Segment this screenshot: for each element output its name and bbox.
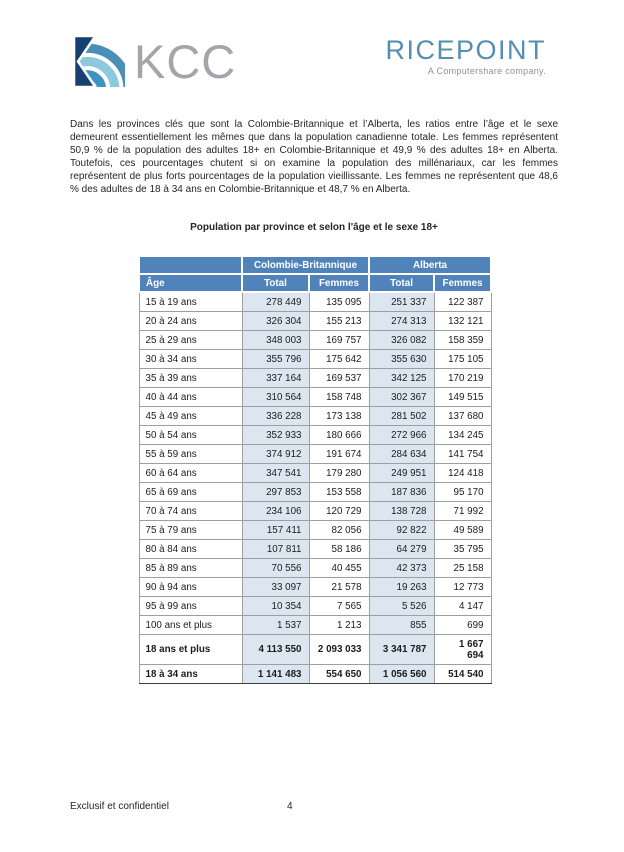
table-row [139, 578, 491, 597]
value-cell: 302 367 [369, 388, 434, 407]
value-cell: 1 537 [242, 616, 309, 635]
col-header-total-ab: Total [369, 274, 434, 292]
value-cell: 157 411 [242, 521, 309, 540]
col-header-total-cb: Total [242, 274, 309, 292]
age-cell: 18 ans et plus [139, 635, 242, 665]
value-cell: 42 373 [369, 559, 434, 578]
value-cell: 310 564 [242, 388, 309, 407]
value-cell: 1 056 560 [369, 665, 434, 684]
value-cell: 153 558 [309, 483, 369, 502]
value-cell: 234 106 [242, 502, 309, 521]
value-cell: 92 822 [369, 521, 434, 540]
col-group-alberta: Alberta [369, 256, 491, 274]
table-title: Population par province et selon l'âge et le sexe 18+ [190, 222, 438, 233]
col-header-age: Âge [139, 274, 242, 292]
age-cell: 100 ans et plus [139, 616, 242, 635]
kcc-logo [74, 36, 236, 87]
value-cell: 337 164 [242, 369, 309, 388]
value-cell: 71 992 [434, 502, 491, 521]
table-row [139, 388, 491, 407]
value-cell: 251 337 [369, 292, 434, 312]
age-cell: 65 à 69 ans [139, 483, 242, 502]
value-cell: 58 186 [309, 540, 369, 559]
ricepoint-tagline: A Computershare company. [427, 66, 546, 76]
col-group-colombie-britannique: Colombie-Britannique [242, 256, 369, 274]
age-cell: 15 à 19 ans [139, 292, 242, 312]
value-cell: 5 526 [369, 597, 434, 616]
value-cell: 355 630 [369, 350, 434, 369]
table-row [139, 616, 491, 635]
value-cell: 64 279 [369, 540, 434, 559]
value-cell: 326 082 [369, 331, 434, 350]
value-cell: 124 418 [434, 464, 491, 483]
value-cell: 21 578 [309, 578, 369, 597]
value-cell: 12 773 [434, 578, 491, 597]
table-row [139, 350, 491, 369]
value-cell: 170 219 [434, 369, 491, 388]
table-row [139, 445, 491, 464]
table-group-header-row [139, 256, 491, 274]
age-cell: 80 à 84 ans [139, 540, 242, 559]
value-cell: 1 667 694 [434, 635, 491, 665]
value-cell: 35 795 [434, 540, 491, 559]
table-header [139, 256, 491, 292]
age-cell: 45 à 49 ans [139, 407, 242, 426]
value-cell: 348 003 [242, 331, 309, 350]
value-cell: 158 359 [434, 331, 491, 350]
age-cell: 25 à 29 ans [139, 331, 242, 350]
table-row [139, 502, 491, 521]
age-cell: 90 à 94 ans [139, 578, 242, 597]
age-cell: 35 à 39 ans [139, 369, 242, 388]
value-cell: 278 449 [242, 292, 309, 312]
table-row [139, 540, 491, 559]
value-cell: 82 056 [309, 521, 369, 540]
col-header-femmes-ab: Femmes [434, 274, 491, 292]
value-cell: 132 121 [434, 312, 491, 331]
value-cell: 10 354 [242, 597, 309, 616]
value-cell: 2 093 033 [309, 635, 369, 665]
age-cell: 85 à 89 ans [139, 559, 242, 578]
value-cell: 49 589 [434, 521, 491, 540]
value-cell: 4 113 550 [242, 635, 309, 665]
value-cell: 249 951 [369, 464, 434, 483]
corner-cell [139, 256, 242, 274]
value-cell: 187 836 [369, 483, 434, 502]
value-cell: 284 634 [369, 445, 434, 464]
value-cell: 175 105 [434, 350, 491, 369]
value-cell: 180 666 [309, 426, 369, 445]
age-cell: 18 à 34 ans [139, 665, 242, 684]
value-cell: 272 966 [369, 426, 434, 445]
table-row [139, 464, 491, 483]
table-row [139, 597, 491, 616]
value-cell: 70 556 [242, 559, 309, 578]
value-cell: 179 280 [309, 464, 369, 483]
value-cell: 855 [369, 616, 434, 635]
value-cell: 19 263 [369, 578, 434, 597]
value-cell: 120 729 [309, 502, 369, 521]
value-cell: 3 341 787 [369, 635, 434, 665]
ricepoint-logo [385, 36, 546, 76]
value-cell: 137 680 [434, 407, 491, 426]
value-cell: 1 141 483 [242, 665, 309, 684]
value-cell: 25 158 [434, 559, 491, 578]
ricepoint-logo-text: RICEPOINT [385, 35, 546, 65]
value-cell: 347 541 [242, 464, 309, 483]
value-cell: 141 754 [434, 445, 491, 464]
table-body [139, 292, 491, 684]
value-cell: 169 757 [309, 331, 369, 350]
value-cell: 95 170 [434, 483, 491, 502]
table-row [139, 369, 491, 388]
age-cell: 20 à 24 ans [139, 312, 242, 331]
value-cell: 374 912 [242, 445, 309, 464]
age-cell: 40 à 44 ans [139, 388, 242, 407]
age-cell: 30 à 34 ans [139, 350, 242, 369]
value-cell: 297 853 [242, 483, 309, 502]
age-cell: 55 à 59 ans [139, 445, 242, 464]
table-row [139, 292, 491, 312]
kcc-logo-mark [74, 36, 125, 87]
value-cell: 40 455 [309, 559, 369, 578]
table-row [139, 559, 491, 578]
value-cell: 155 213 [309, 312, 369, 331]
table-row [139, 483, 491, 502]
value-cell: 355 796 [242, 350, 309, 369]
value-cell: 169 537 [309, 369, 369, 388]
value-cell: 191 674 [309, 445, 369, 464]
table-row [139, 426, 491, 445]
value-cell: 336 228 [242, 407, 309, 426]
table-row [139, 407, 491, 426]
value-cell: 33 097 [242, 578, 309, 597]
value-cell: 158 748 [309, 388, 369, 407]
value-cell: 149 515 [434, 388, 491, 407]
footer-page-number: 4 [287, 801, 293, 812]
table-row [139, 312, 491, 331]
table-column-header-row [139, 274, 491, 292]
age-cell: 75 à 79 ans [139, 521, 242, 540]
col-header-femmes-cb: Femmes [309, 274, 369, 292]
value-cell: 326 304 [242, 312, 309, 331]
intro-paragraph: Dans les provinces clés que sont la Colombie-Britannique et l’Alberta, les ratios entre l’âge et le sexe demeurent essentiellement les mêmes que dans la population canadienne totale. Les femmes représentent 50,9 % de la population des adultes 18+ en Colombie-Britannique et 49,9 % des adultes 18+ en Alberta. Toutefois, ces pourcentages chutent si on examine la population des millénariaux, car les femmes représentent de plus forts pourcentages de la population vieillissante. Les femmes ne représentent que 48,6 % des adultes de 18 à 34 ans en Colombie-Britannique et 48,7 % en Alberta. [70, 119, 558, 195]
value-cell: 107 811 [242, 540, 309, 559]
value-cell: 7 565 [309, 597, 369, 616]
value-cell: 342 125 [369, 369, 434, 388]
value-cell: 274 313 [369, 312, 434, 331]
footer-confidential: Exclusif et confidentiel [70, 801, 169, 812]
table-row [139, 665, 491, 684]
value-cell: 175 642 [309, 350, 369, 369]
value-cell: 1 213 [309, 616, 369, 635]
value-cell: 122 387 [434, 292, 491, 312]
value-cell: 138 728 [369, 502, 434, 521]
table-row [139, 635, 491, 665]
age-cell: 95 à 99 ans [139, 597, 242, 616]
value-cell: 281 502 [369, 407, 434, 426]
value-cell: 4 147 [434, 597, 491, 616]
value-cell: 352 933 [242, 426, 309, 445]
population-table [138, 255, 492, 684]
age-cell: 60 à 64 ans [139, 464, 242, 483]
value-cell: 135 095 [309, 292, 369, 312]
table-row [139, 331, 491, 350]
value-cell: 173 138 [309, 407, 369, 426]
value-cell: 514 540 [434, 665, 491, 684]
value-cell: 134 245 [434, 426, 491, 445]
value-cell: 554 650 [309, 665, 369, 684]
table-row [139, 521, 491, 540]
value-cell: 699 [434, 616, 491, 635]
kcc-logo-text: KCC [134, 35, 237, 88]
age-cell: 50 à 54 ans [139, 426, 242, 445]
age-cell: 70 à 74 ans [139, 502, 242, 521]
